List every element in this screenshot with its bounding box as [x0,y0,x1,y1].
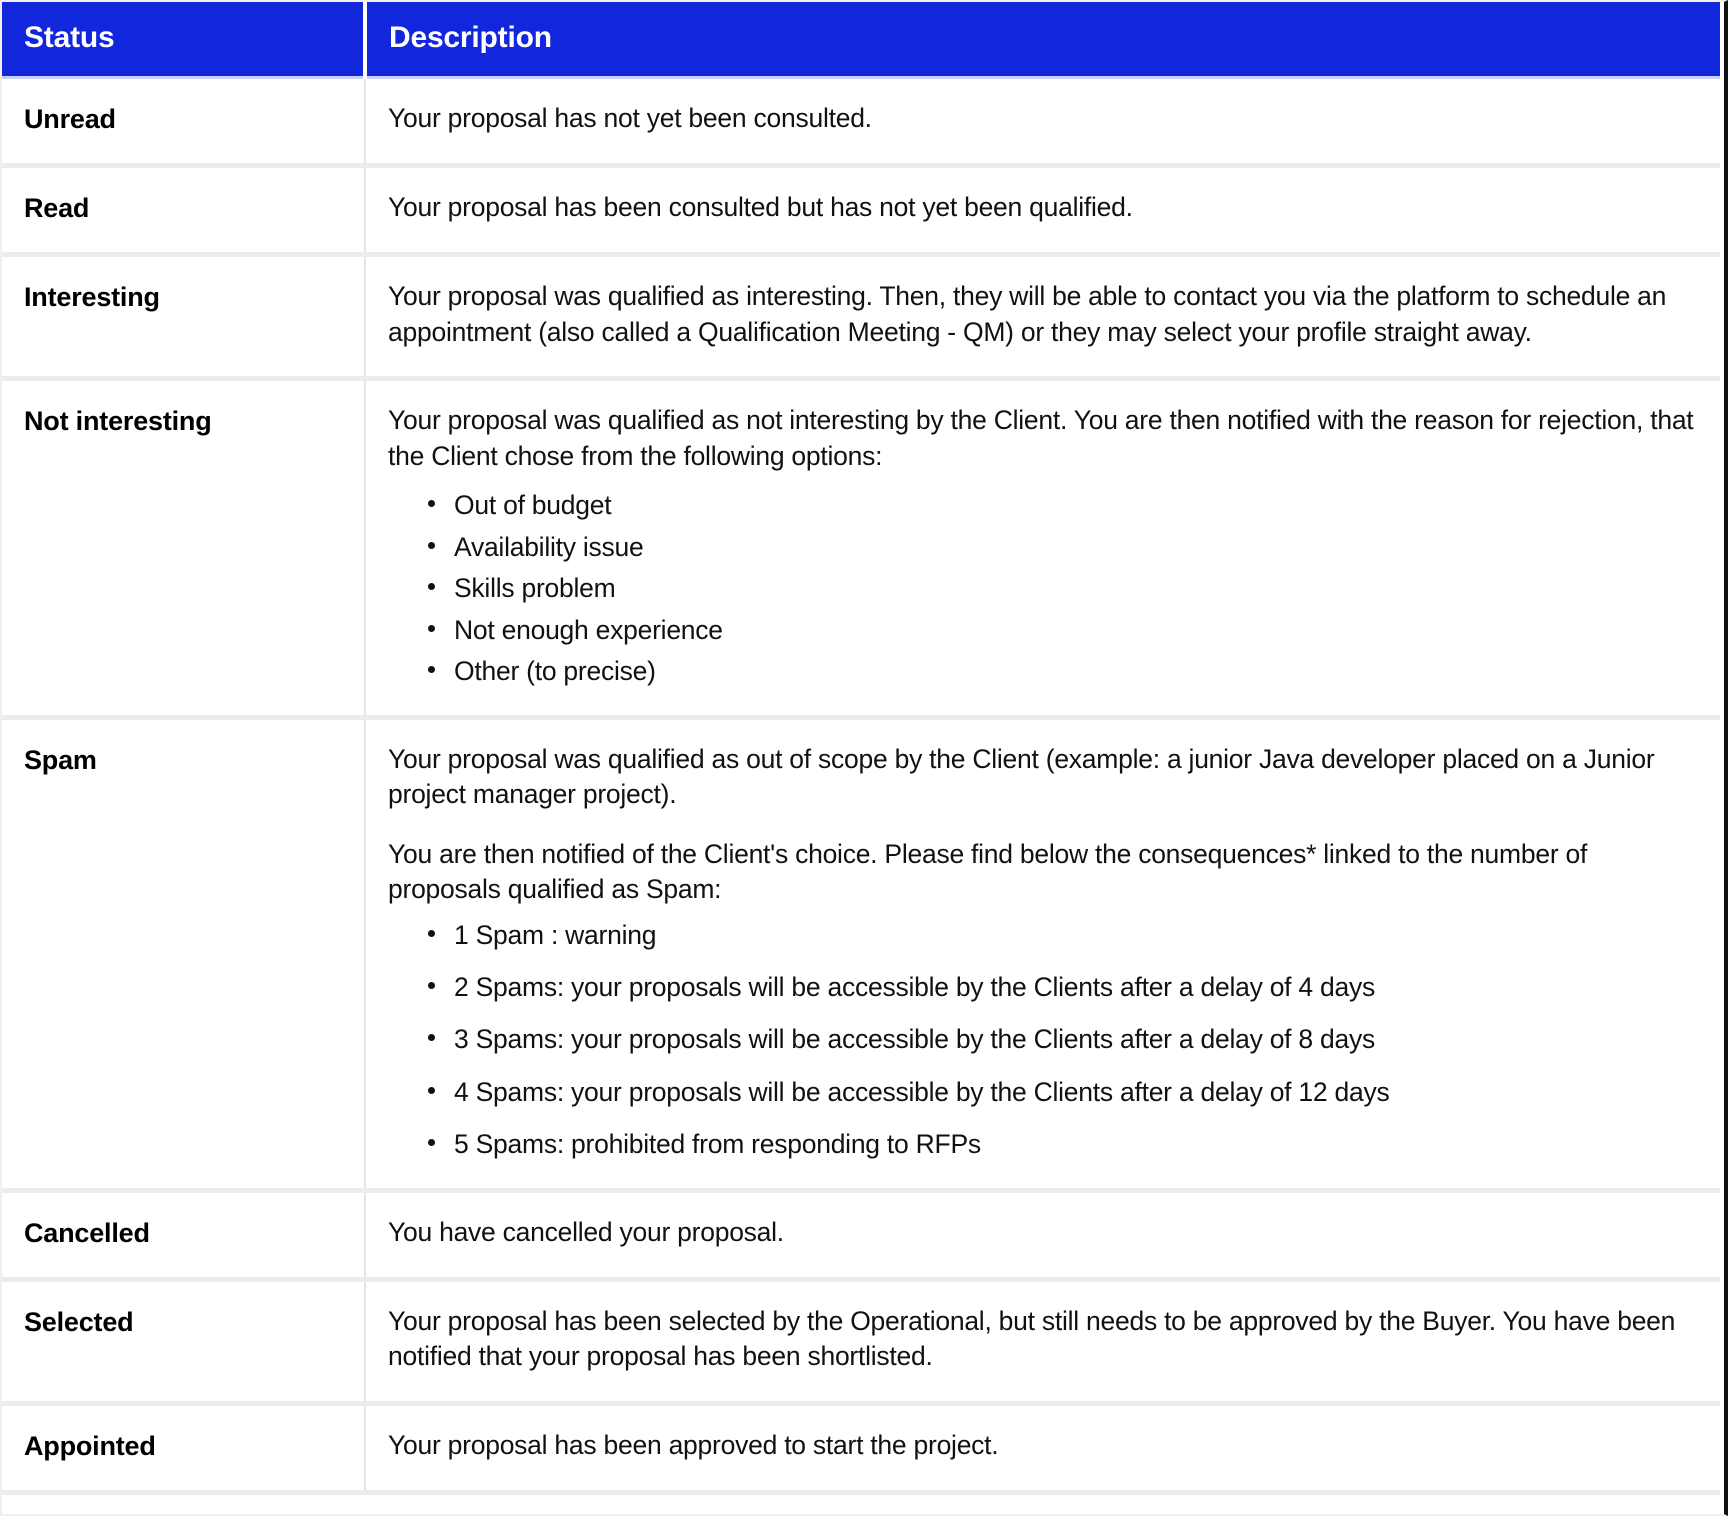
bullet-item: 1 Spam : warning [424,918,1698,952]
status-description [365,1403,1720,1492]
table-row [2,1279,1720,1403]
bullet-item: Skills problem [424,571,1698,605]
status-label: Read [2,166,365,255]
bullet-item: Not enough experience [424,613,1698,647]
status-description [365,1190,1720,1279]
status-label: Unread [2,78,365,166]
column-header-description: Description [365,2,1720,78]
table-row [2,255,1720,379]
status-description [365,717,1720,1190]
status-label: Cancelled [2,1190,365,1279]
description-paragraph: Your proposal has been selected by the Operational, but still needs to be approved by the Buyer. You have been notified that your proposal has been shortlisted. [388,1305,1676,1372]
description-bullet-list [388,488,1698,688]
table-row [2,379,1720,717]
status-description [365,255,1720,379]
status-description [365,78,1720,166]
table-row [2,78,1720,166]
bullet-item: 4 Spams: your proposals will be accessible by the Clients after a delay of 12 days [424,1075,1698,1109]
description-paragraph: Your proposal was qualified as interesting. Then, they will be able to contact you via the platform to schedule an appointment (also called a Qualification Meeting - QM) or they may select your profile straight away. [388,281,1667,347]
bullet-item: 3 Spams: your proposals will be accessible by the Clients after a delay of 8 days [424,1022,1698,1056]
description-paragraph: Your proposal has been approved to start the project. [388,1429,999,1460]
description-bullet-list [388,918,1698,1162]
status-label: Spam [2,717,365,1190]
table-header [2,2,1720,78]
bullet-item: Other (to precise) [424,654,1698,688]
table-row [2,717,1720,1190]
description-paragraph: Your proposal has not yet been consulted. [388,103,872,133]
status-label: Interesting [2,255,365,379]
table-row [2,166,1720,255]
header-row [2,2,1720,78]
table-row [2,1190,1720,1279]
status-description [365,1279,1720,1403]
description-paragraph: Your proposal was qualified as out of scope by the Client (example: a junior Java developer placed on a Junior project manager project). [388,743,1655,810]
description-paragraph: You are then notified of the Client's choice. Please find below the consequences* linked to the number of proposals qualified as Spam: [388,838,1588,905]
description-paragraph: Your proposal has been consulted but has not yet been qualified. [388,192,1133,223]
description-paragraph: Your proposal was qualified as not interesting by the Client. You are then notified with the reason for rejection, that the Client chose from the following options: [388,405,1694,471]
proposal-status-table [2,2,1720,1495]
table-body [2,78,1720,1493]
bullet-item: 5 Spams: prohibited from responding to RFPs [424,1127,1698,1161]
description-paragraph: You have cancelled your proposal. [388,1216,784,1247]
status-label: Selected [2,1279,365,1403]
column-header-status: Status [2,2,365,78]
bullet-item: Out of budget [424,488,1698,522]
bullet-item: Availability issue [424,530,1698,564]
table-row [2,1403,1720,1492]
status-description [365,166,1720,255]
status-label: Appointed [2,1403,365,1492]
bullet-item: 2 Spams: your proposals will be accessible by the Clients after a delay of 4 days [424,970,1698,1004]
status-label: Not interesting [2,379,365,717]
status-description [365,379,1720,717]
